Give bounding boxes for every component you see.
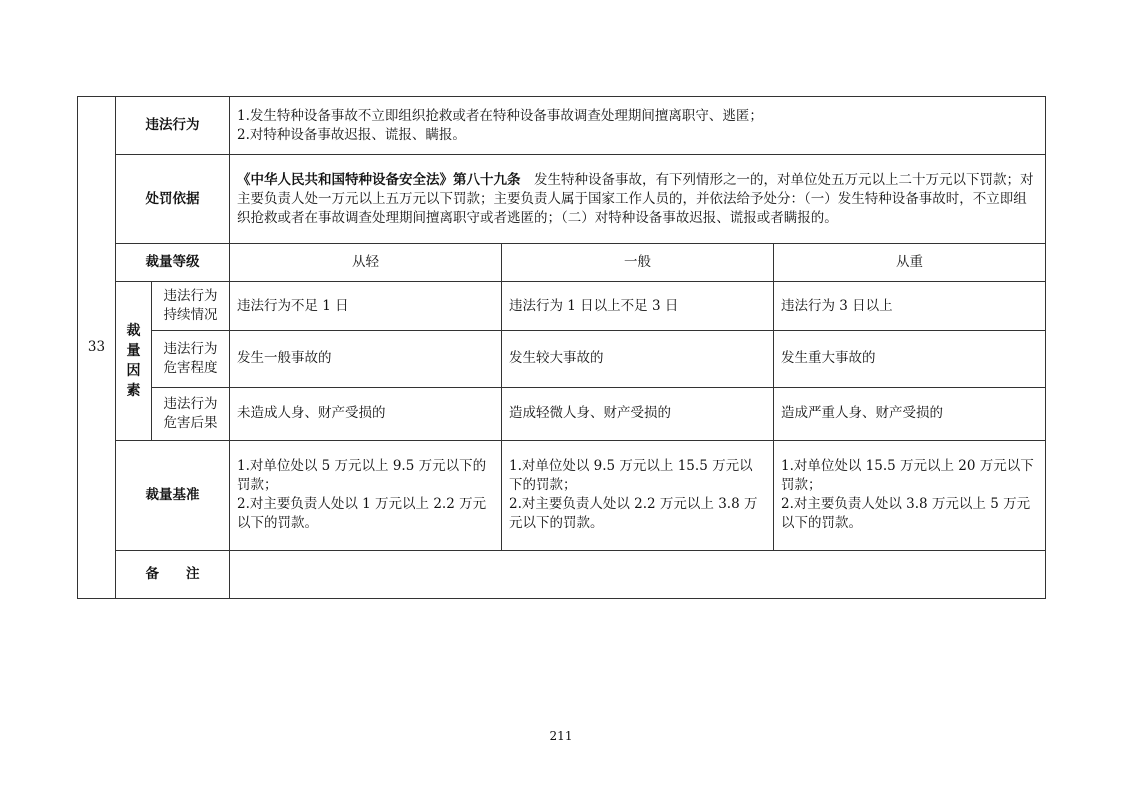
law-name: 《中华人民共和国特种设备安全法》第八十九条 <box>237 171 521 188</box>
factor-value: 发生较大事故的 <box>502 331 774 387</box>
factor-value: 违法行为 3 日以上 <box>774 282 1046 331</box>
factor-name: 违法行为 危害程度 <box>152 331 230 387</box>
factors-label-cell <box>116 282 152 440</box>
basis-text: 发生特种设备事故，有下列情形之一的，对单位处五万元以上二十万元以下罚款；对主要负责人处一万元以上五万元以下罚款；主要负责人属于国家工作人员的，并依法给予处分：（一）发生特种设备事故时，不立即组织抢救或者在事故调查处理期间擅离职守或者逃匿的；（二）对特种设备事故迟报、谎报或者瞒报的。 <box>237 171 1034 226</box>
benchmark-normal: 1.对单位处以 9.5 万元以上 15.5 万元以下的罚款； 2.对主要负责人处以 2.2 万元以上 3.8 万元以下的罚款。 <box>502 440 774 550</box>
remarks-label: 备 注 <box>116 550 230 598</box>
factor-value: 未造成人身、财产受损的 <box>230 387 502 440</box>
factors-label: 裁量因素 <box>126 322 141 399</box>
benchmark-label: 裁量基准 <box>116 440 230 550</box>
factor-value: 造成严重人身、财产受损的 <box>774 387 1046 440</box>
basis-cell <box>230 155 1046 244</box>
factor-name: 违法行为 危害后果 <box>152 387 230 440</box>
factor-value: 造成轻微人身、财产受损的 <box>502 387 774 440</box>
level-header-heavy: 从重 <box>774 244 1046 282</box>
benchmark-heavy: 1.对单位处以 15.5 万元以上 20 万元以下罚款； 2.对主要负责人处以 3.8 万元以上 5 万元以下的罚款。 <box>774 440 1046 550</box>
factor-name: 违法行为 持续情况 <box>152 282 230 331</box>
factor-value: 发生一般事故的 <box>230 331 502 387</box>
page-number: 211 <box>549 729 573 743</box>
factor-value: 发生重大事故的 <box>774 331 1046 387</box>
factor-value: 违法行为 1 日以上不足 3 日 <box>502 282 774 331</box>
level-header-normal: 一般 <box>502 244 774 282</box>
levels-label: 裁量等级 <box>116 244 230 282</box>
penalty-table <box>77 96 1046 599</box>
remarks-value <box>230 550 1046 598</box>
violation-label: 违法行为 <box>116 97 230 155</box>
benchmark-light: 1.对单位处以 5 万元以上 9.5 万元以下的罚款； 2.对主要负责人处以 1 万元以上 2.2 万元以下的罚款。 <box>230 440 502 550</box>
level-header-light: 从轻 <box>230 244 502 282</box>
row-number: 33 <box>78 97 116 599</box>
violation-text: 1.发生特种设备事故不立即组织抢救或者在特种设备事故调查处理期间擅离职守、逃匿； 2.对特种设备事故迟报、谎报、瞒报。 <box>230 97 1046 155</box>
basis-label: 处罚依据 <box>116 155 230 244</box>
factor-value: 违法行为不足 1 日 <box>230 282 502 331</box>
